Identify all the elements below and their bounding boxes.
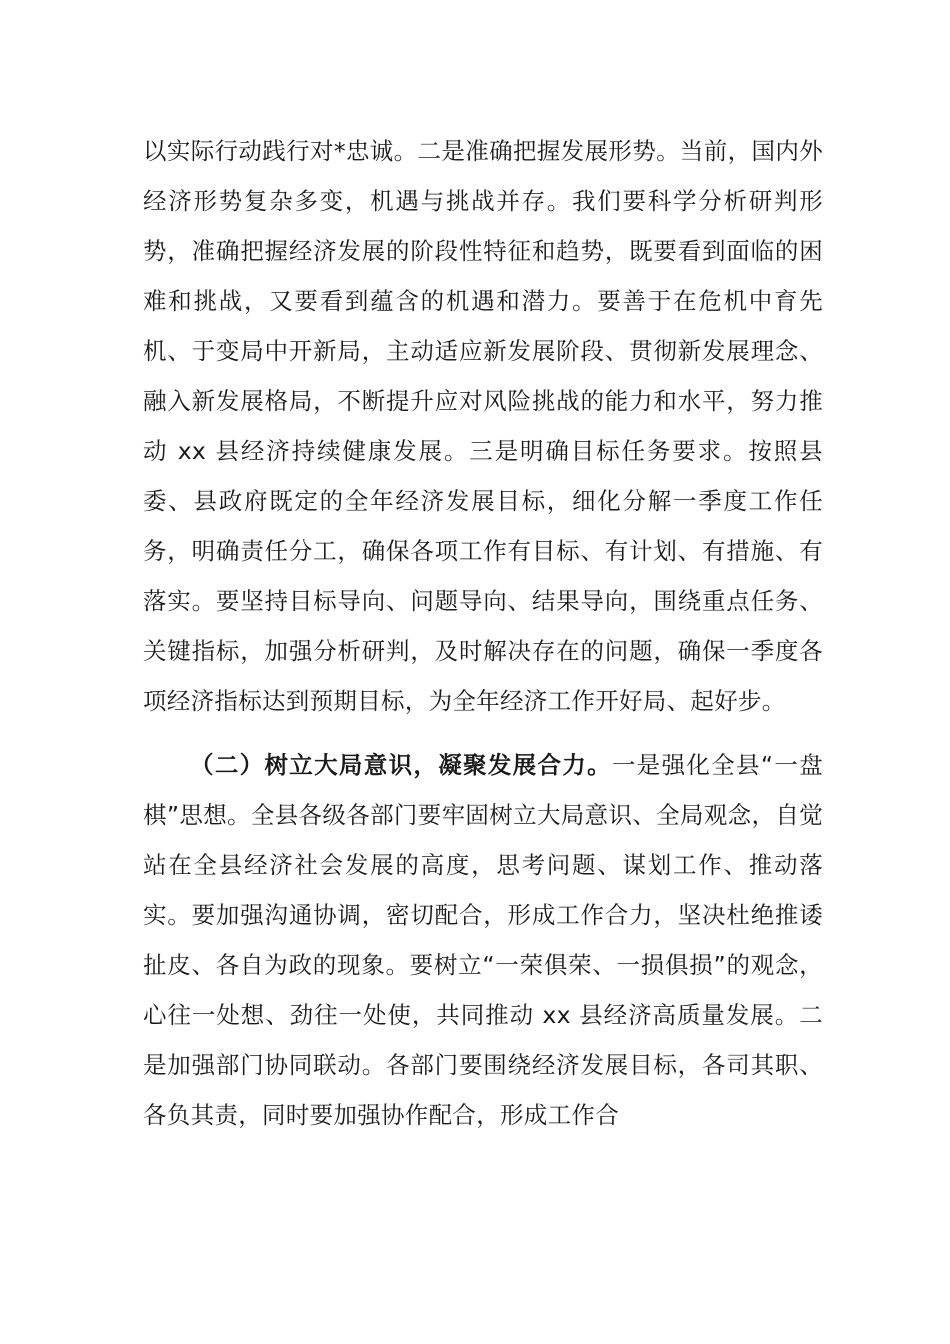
document-body xyxy=(143,126,823,1140)
paragraph-2-body: 一是强化全县“一盘棋”思想。全县各级各部门要牢固树立大局意识、全局观念，自觉站在全县经济社会发展的高度，思考问题、谋划工作、推动落实。要加强沟通协调，密切配合，形成工作合力，坚决杜绝推诿扯皮、各自为政的现象。要树立“一荣俱荣、一损俱损”的观念，心往一处想、劲往一处使，共同推动 xx 县经济高质量发展。二是加强部门协同联动。各部门要围绕经济发展目标，各司其职、各负其责，同时要加强协作配合，形成工作合 xyxy=(143,751,823,1129)
section-heading: （二）树立大局意识，凝聚发展合力。 xyxy=(190,751,612,779)
paragraph-1: 以实际行动践行对*忠诚。二是准确把握发展形势。当前，国内外经济形势复杂多变，机遇与挑战并存。我们要科学分析研判形势，准确把握经济发展的阶段性特征和趋势，既要看到面临的困难和挑战，又要看到蕴含的机遇和潜力。要善于在危机中育先机、于变局中开新局，主动适应新发展阶段、贯彻新发展理念、融入新发展格局，不断提升应对风险挑战的能力和水平，努力推动 xx 县经济持续健康发展。三是明确目标任务要求。按照县委、县政府既定的全年经济发展目标，细化分解一季度工作任务，明确责任分工，确保各项工作有目标、有计划、有措施、有落实。要坚持目标导向、问题导向、结果导向，围绕重点任务、关键指标，加强分析研判，及时解决存在的问题，确保一季度各项经济指标达到预期目标，为全年经济工作开好局、起好步。 xyxy=(143,137,823,715)
paragraph-2 xyxy=(143,740,823,1140)
